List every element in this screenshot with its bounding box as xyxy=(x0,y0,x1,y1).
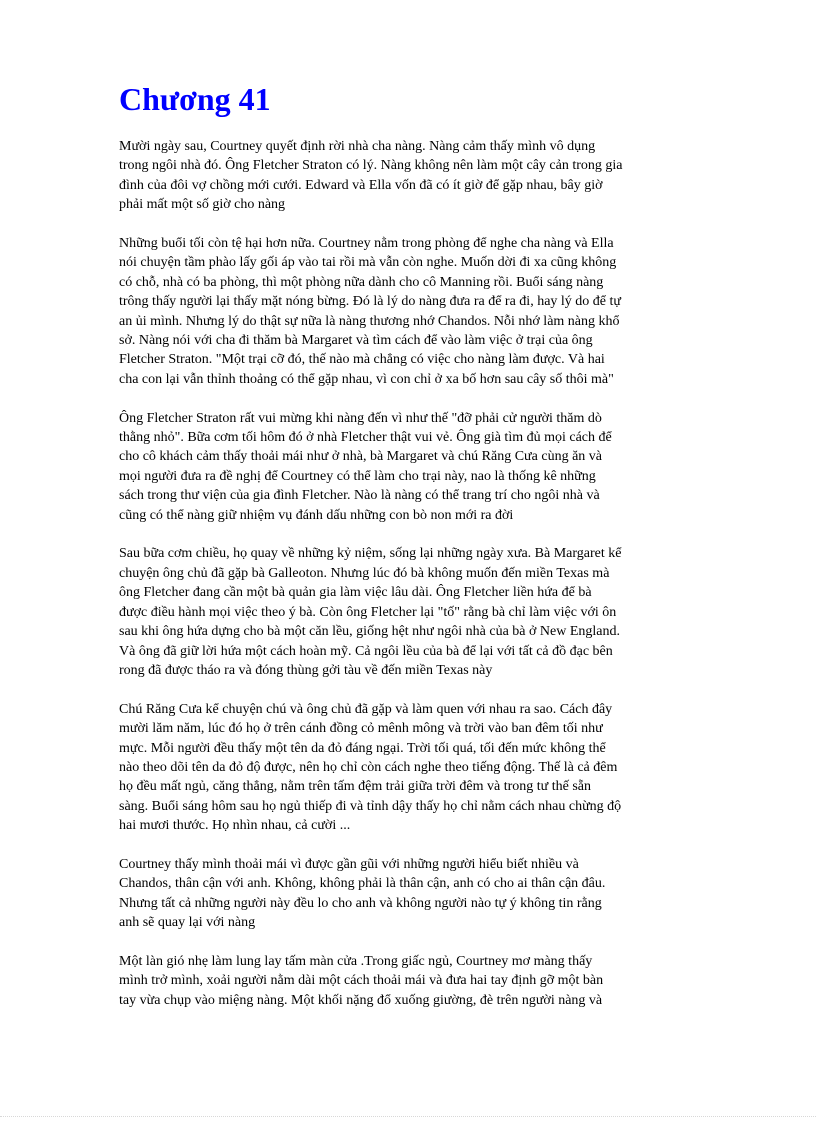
text-line: Chú Răng Cưa kể chuyện chú và ông chủ đã gặp và làm quen với nhau ra sao. Cách đây xyxy=(119,701,613,717)
text-line: Fletcher Straton. "Một trại cỡ đó, thế nào mà chẳng có việc cho nàng làm được. Và hai xyxy=(119,352,605,368)
text-line: nói chuyện tầm phào lấy gối áp vào tai rồi mà vẫn còn nghe. Muốn dời đi xa cũng không xyxy=(119,255,617,271)
text-line: an ủi mình. Nhưng lý do thật sự nữa là nàng thương nhớ Chandos. Nỗi nhớ làm nàng khổ xyxy=(119,313,620,329)
text-line: Sau bữa cơm chiều, họ quay về những kỷ niệm, sống lại những ngày xưa. Bà Margaret kể xyxy=(119,546,622,562)
text-line: có chỗ, nhà có ba phòng, thì một phòng nữa dành cho cô Manning rồi. Buổi sáng nàng xyxy=(119,274,604,290)
text-line: nào theo dõi tên da đỏ độ được, nên họ chỉ còn cách nghe theo tiếng động. Thế là cả đêm xyxy=(119,759,618,775)
text-line: được điều hành mọi việc theo ý bà. Còn ông Fletcher lại "tố" rằng bà chỉ làm việc với ôn xyxy=(119,604,617,620)
text-line: ông Fletcher đang cần một bà quản gia làm việc lâu dài. Ông Fletcher liền hứa để bà xyxy=(119,585,592,601)
text-line: mình trở mình, xoải người nằm dài một cách thoải mái và đưa hai tay định gỡ một bàn xyxy=(119,973,604,989)
text-line: cho cô khách cảm thấy thoải mái như ở nhà, bà Margaret và chú Răng Cưa cùng ăn và xyxy=(119,449,602,465)
text-line: Và ông đã giữ lời hứa một cách hoàn mỹ. Cả ngôi lều của bà để lại với tất cả đồ đạc bên xyxy=(119,643,613,659)
chapter-body xyxy=(119,137,709,1030)
text-line: tay vừa chụp vào miệng nàng. Một khối nặng đổ xuống giường, đè trên người nàng và xyxy=(119,992,603,1008)
text-line: thằng nhỏ". Bữa cơm tối hôm đó ở nhà Fletcher thật vui vẻ. Ông già tìm đủ mọi cách để xyxy=(119,430,612,446)
text-line: sàng. Buổi sáng hôm sau họ ngủ thiếp đi và tỉnh dậy thấy họ chỉ nằm cách nhau chừng độ xyxy=(119,798,622,814)
text-line: sau khi ông hứa dựng cho bà một căn lều, giống hệt như ngôi nhà của bà ở New England. xyxy=(119,624,620,640)
text-line: anh sẽ quay lại với nàng xyxy=(119,915,256,931)
text-line: Courtney thấy mình thoải mái vì được gần gũi với những người hiểu biết nhiều và xyxy=(119,856,579,872)
page-bottom-divider xyxy=(0,1116,816,1117)
text-line: trong ngôi nhà đó. Ông Fletcher Straton có lý. Nàng không nên làm một cây cản trong gia xyxy=(119,158,623,174)
text-line: Mười ngày sau, Courtney quyết định rời nhà cha nàng. Nàng cảm thấy mình vô dụng xyxy=(119,139,596,154)
text-line: cha con lại vẫn thỉnh thoảng có thể gặp nhau, vì con chỉ ở xa bố hơn sau cây số thôi mà" xyxy=(119,371,614,387)
text-line: cũng có thể nàng giữ nhiệm vụ đánh dấu những con bò non mới ra đời xyxy=(119,507,514,523)
text-line: Những buổi tối còn tệ hại hơn nữa. Courtney nằm trong phòng để nghe cha nàng và Ella xyxy=(119,236,614,252)
text-line: mọi người đưa ra đề nghị để Courtney có thể làm cho trại này, nao là thống kê những xyxy=(119,468,596,484)
text-line: sách trong thư viện của gia đình Fletcher. Nào là nàng có thể trang trí cho ngôi nhà và xyxy=(119,488,600,504)
paragraph xyxy=(119,700,709,836)
paragraph xyxy=(119,137,709,215)
text-line: đình của đôi vợ chồng mới cưới. Edward và Ella vốn đã có ít giờ để gặp nhau, bây giờ xyxy=(119,177,603,193)
text-line: Nhưng tất cả những người này đều lo cho anh và không người nào tự ý không tin rằng xyxy=(119,895,602,911)
text-line: phải mất một số giờ cho nàng xyxy=(119,197,286,213)
paragraph xyxy=(119,855,709,933)
paragraph xyxy=(119,234,709,389)
text-line: trông thấy người lại thấy mặt nóng bừng. Đó là lý do nàng đưa ra để ra đi, hay lý do để tự xyxy=(119,294,621,310)
text-line: mười lăm năm, lúc đó họ ở trên cánh đồng cỏ mênh mông và trời vào ban đêm tối như xyxy=(119,721,603,737)
chapter-title: Chương 41 xyxy=(119,81,271,117)
paragraph xyxy=(119,544,709,680)
text-line: chuyện ông chủ đã gặp bà Galleoton. Nhưng lúc đó bà không muốn đến miền Texas mà xyxy=(119,565,610,581)
text-line: họ đều mất ngủ, căng thẳng, nằm trên tấm đệm trải giữa trời đêm và trong tư thế sẵn xyxy=(119,779,592,795)
text-line: hai mươi thước. Họ nhìn nhau, cả cười ... xyxy=(119,818,351,834)
text-line: Ông Fletcher Straton rất vui mừng khi nàng đến vì như thế "đỡ phải cử người thăm dò xyxy=(119,410,602,426)
text-line: mực. Mỗi người đều thấy một tên da đỏ đáng ngại. Trời tối quá, tối đến mức không thể xyxy=(119,740,606,756)
text-line: Một làn gió nhẹ làm lung lay tấm màn cửa .Trong giấc ngủ, Courtney mơ màng thấy xyxy=(119,953,593,969)
text-line: Chandos, thân cận với anh. Không, không phải là thân cận, anh có cho ai thân cận đâu. xyxy=(119,876,606,892)
text-line: rong đã được tháo ra và đóng thùng gởi tàu về đến miền Texas này xyxy=(119,662,493,678)
text-line: sở. Nàng nói với cha đi thăm bà Margaret và tìm cách để vào làm việc ở trại của ông xyxy=(119,333,593,349)
paragraph xyxy=(119,409,709,525)
paragraph xyxy=(119,952,709,1010)
